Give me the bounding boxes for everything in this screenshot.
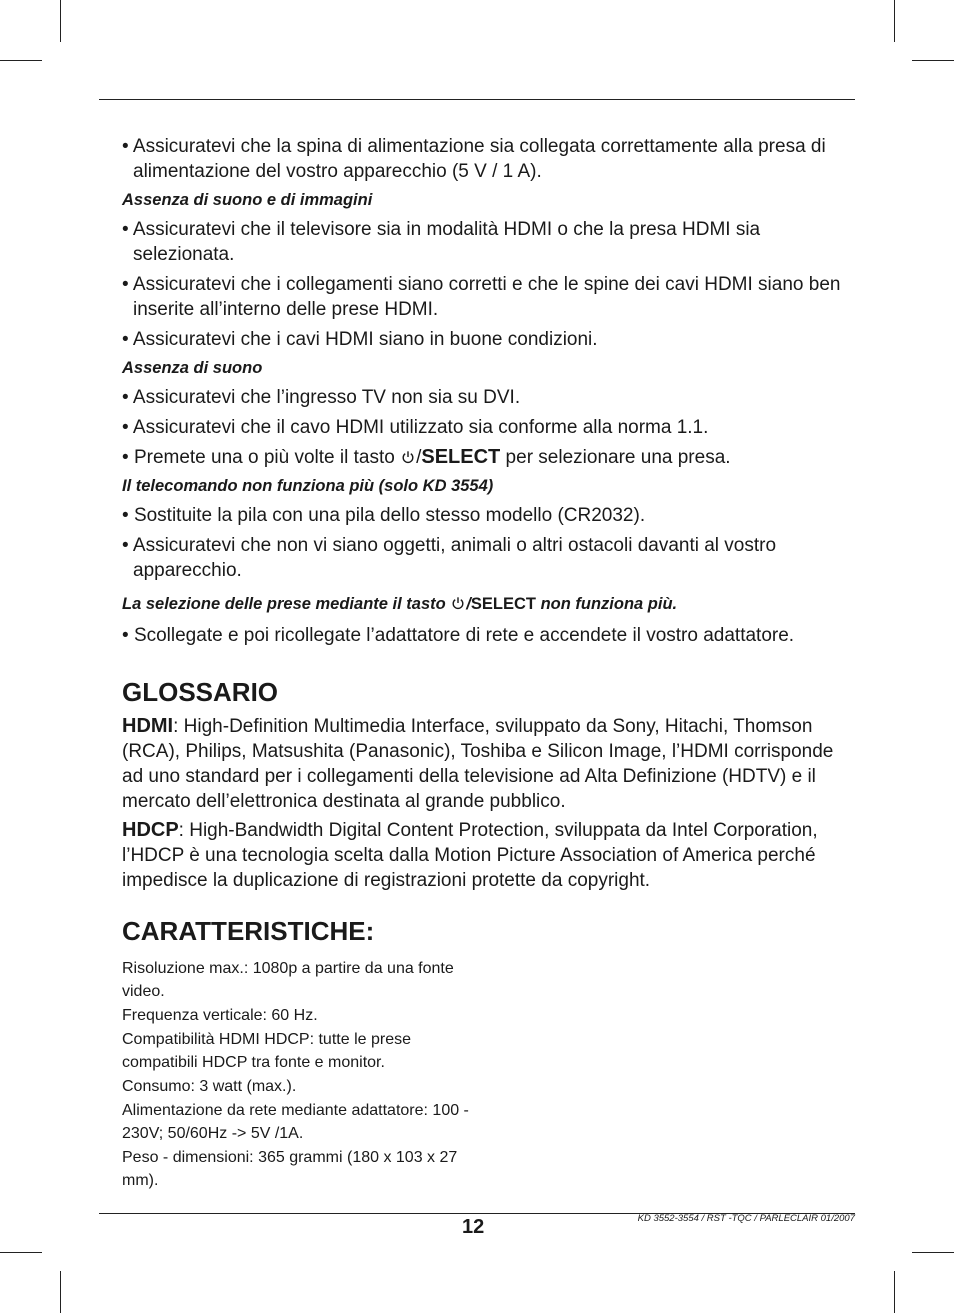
list-item: • Assicuratevi che i cavi HDMI siano in buone condizioni. [122, 327, 842, 352]
list-item: • Sostituite la pila con una pila dello stesso modello (CR2032). [122, 503, 842, 528]
select-label: SELECT [421, 446, 501, 468]
power-icon [401, 450, 415, 464]
crop-mark [894, 1271, 895, 1313]
glossary-entry [122, 818, 842, 893]
troubleshooting-list [122, 134, 842, 648]
bullet-text-after: per selezionare una presa. [500, 447, 731, 468]
crop-mark [912, 1252, 954, 1253]
list-item: • Scollegate e poi ricollegate l’adattatore di rete e accendete il vostro adattatore. [122, 623, 842, 648]
subheading: Assenza di suono [122, 359, 263, 377]
list-item: • Premete una o più volte il tasto /SELECT per selezionare una presa. [122, 445, 842, 470]
feature-item: Frequenza verticale: 60 Hz. [122, 1007, 318, 1024]
crop-mark [60, 1271, 61, 1313]
crop-mark [0, 60, 42, 61]
features-title: CARATTERISTICHE: [122, 916, 375, 946]
page-content [122, 134, 842, 1193]
footer-reference: KD 3552-3554 / RST -TQC / PARLECLAIR 01/2007 [637, 1213, 855, 1224]
select-label: SELECT [470, 595, 536, 613]
crop-mark [912, 60, 954, 61]
list-item: • Assicuratevi che il televisore sia in modalità HDMI o che la presa HDMI sia selezionata. [122, 217, 842, 267]
feature-item: Peso - dimensioni: 365 grammi (180 x 103 x 27 mm). [122, 1149, 458, 1189]
glossary-term: HDMI [122, 715, 174, 737]
crop-mark [894, 0, 895, 42]
feature-item: Alimentazione da rete mediante adattatore: 100 - 230V; 50/60Hz -> 5V /1A. [122, 1102, 469, 1142]
subheading: La selezione delle prese mediante il tasto /SELECT non funziona più. [122, 595, 678, 613]
glossary-term: HDCP [122, 819, 179, 841]
feature-item: Risoluzione max.: 1080p a partire da una fonte video. [122, 960, 454, 1000]
list-item: • Assicuratevi che l’ingresso TV non sia su DVI. [122, 385, 842, 410]
glossary-definition: : High-Bandwidth Digital Content Protection, sviluppata da Intel Corporation, l’HDCP è una tecnologia scelta dalla Motion Picture Association of America perché impedisce la duplicazione di registrazioni protette da copyright. [122, 820, 818, 891]
glossary-definition: : High-Definition Multimedia Interface, sviluppato da Sony, Hitachi, Thomson (RCA), Philips, Matsushita (Panasonic), Toshiba e Silicon Image, l’HDMI corrisponde ad uno standard per i collegamenti della televisione ad Alta Definizione (HDTV) e il mercato dell’elettronica destinata al grande pubblico. [122, 716, 834, 812]
feature-item: Compatibilità HDMI HDCP: tutte le prese compatibili HDCP tra fonte e monitor. [122, 1031, 411, 1071]
crop-mark [0, 1252, 42, 1253]
page-number: 12 [462, 1216, 485, 1238]
list-item: • Assicuratevi che non vi siano oggetti, animali o altri ostacoli davanti al vostro apparecchio. [122, 533, 842, 583]
glossary [122, 714, 842, 893]
top-rule [99, 99, 855, 100]
power-icon [451, 596, 465, 610]
glossary-title: GLOSSARIO [122, 677, 279, 707]
glossary-entry [122, 714, 842, 814]
subheading-after: non funziona più. [535, 595, 678, 613]
list-item: • Assicuratevi che il cavo HDMI utilizzato sia conforme alla norma 1.1. [122, 415, 842, 440]
subheading-before: La selezione delle prese mediante il tasto [122, 595, 451, 613]
feature-item: Consumo: 3 watt (max.). [122, 1078, 297, 1095]
crop-mark [60, 0, 61, 42]
features-list [122, 957, 842, 1192]
list-item: • Assicuratevi che la spina di alimentazione sia collegata correttamente alla presa di alimentazione del vostro apparecchio (5 V / 1 A). [122, 134, 842, 184]
subheading: Il telecomando non funziona più (solo KD 3554) [122, 477, 494, 495]
list-item: • Assicuratevi che i collegamenti siano corretti e che le spine dei cavi HDMI siano ben inserite all’interno delle prese HDMI. [122, 272, 842, 322]
subheading: Assenza di suono e di immagini [122, 191, 373, 209]
bullet-text-before: Premete una o più volte il tasto [133, 447, 401, 468]
